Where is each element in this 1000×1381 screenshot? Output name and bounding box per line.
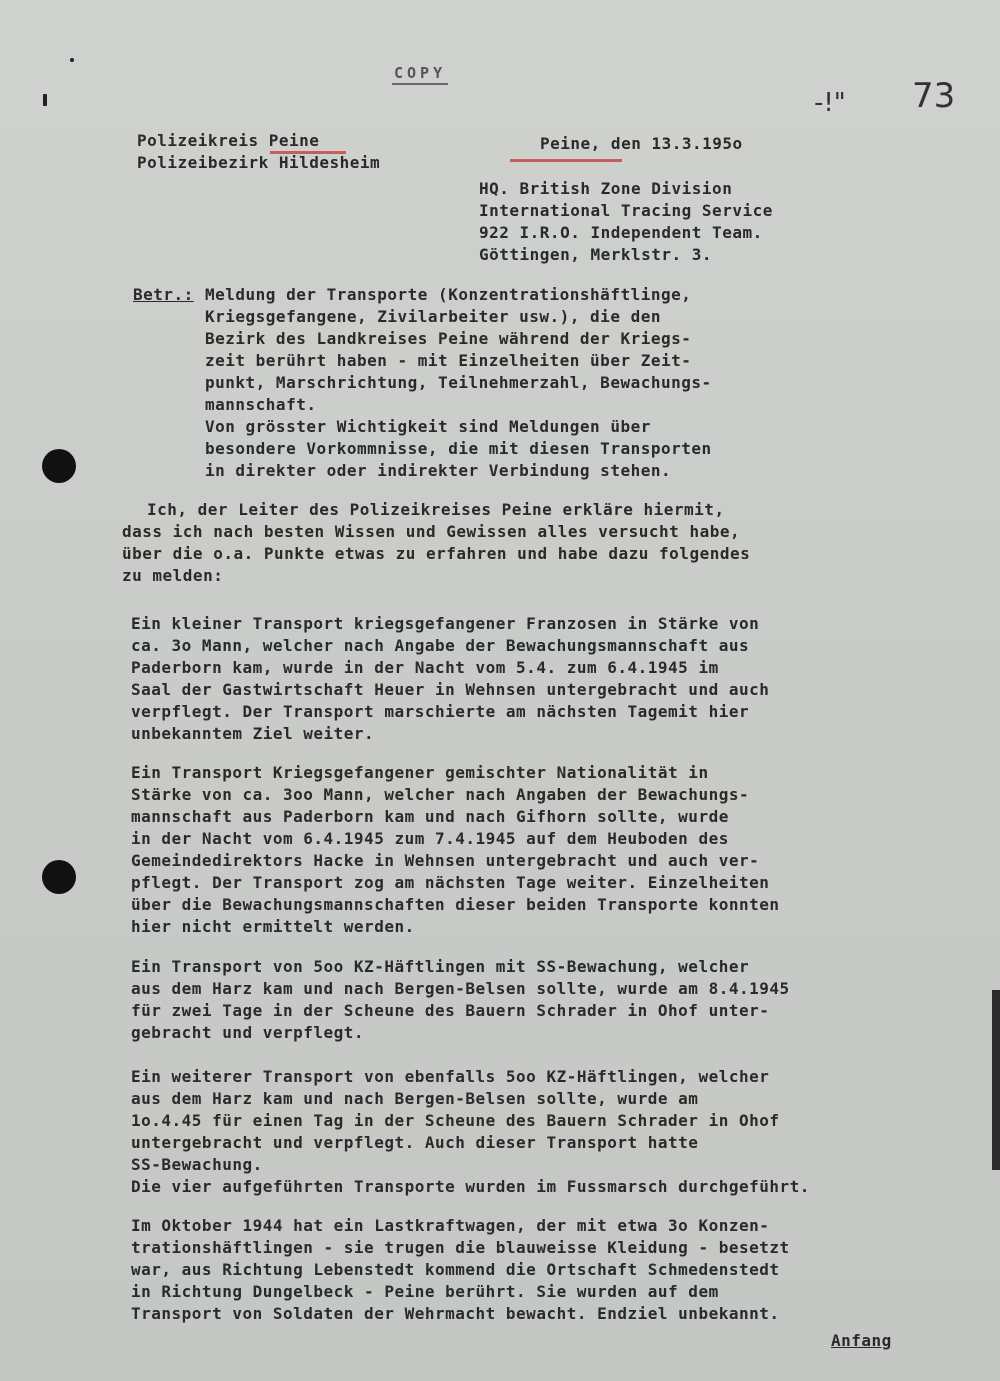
body-line: mannschaft aus Paderborn kam und nach Gifhorn sollte, wurde <box>131 807 729 826</box>
page-edge-shadow <box>992 990 1000 1170</box>
subject-label: Betr.: <box>133 285 194 304</box>
handwritten-mark: -!" <box>814 88 846 118</box>
subject-line: Kriegsgefangene, Zivilarbeiter usw.), die den <box>205 307 661 326</box>
punch-hole-bottom <box>42 860 76 894</box>
subject-line: Bezirk des Landkreises Peine während der Kriegs- <box>205 329 692 348</box>
body-line: in der Nacht vom 6.4.1945 zum 7.4.1945 auf dem Heuboden des <box>131 829 729 848</box>
body-line: war, aus Richtung Lebenstedt kommend die Ortschaft Schmedenstedt <box>131 1260 780 1279</box>
ink-speck <box>43 94 47 106</box>
punch-hole-top <box>42 449 76 483</box>
body-line: aus dem Harz kam und nach Bergen-Belsen sollte, wurde am <box>131 1089 699 1108</box>
body-line: SS-Bewachung. <box>131 1155 263 1174</box>
body-line: 1o.4.45 für einen Tag in der Scheune des Bauern Schrader in Ohof <box>131 1111 780 1130</box>
subject-line: Meldung der Transporte (Konzentrationshäftlinge, <box>205 285 692 304</box>
body-line: zu melden: <box>122 566 224 585</box>
body-line: über die Bewachungsmannschaften dieser beiden Transporte konnten <box>131 895 780 914</box>
body-line: untergebracht und verpflegt. Auch dieser Transport hatte <box>131 1133 699 1152</box>
continuation-word: Anfang <box>831 1331 892 1350</box>
subject-line: punkt, Marschrichtung, Teilnehmerzahl, Bewachungs- <box>205 373 712 392</box>
body-line: Gemeindedirektors Hacke in Wehnsen untergebracht und auch ver- <box>131 851 760 870</box>
page-number: 73 <box>912 76 956 116</box>
body-line: verpflegt. Der Transport marschierte am nächsten Tagemit hier <box>131 702 750 721</box>
body-line: Im Oktober 1944 hat ein Lastkraftwagen, der mit etwa 3o Konzen- <box>131 1216 770 1235</box>
red-underline <box>510 159 622 162</box>
body-line: Ein Transport von 5oo KZ-Häftlingen mit SS-Bewachung, welcher <box>131 957 750 976</box>
body-line: Ein kleiner Transport kriegsgefangener Franzosen in Stärke von <box>131 614 760 633</box>
body-line: dass ich nach besten Wissen und Gewissen alles versucht habe, <box>122 522 741 541</box>
ink-speck <box>70 58 74 62</box>
body-line: für zwei Tage in der Scheune des Bauern Schrader in Ohof unter- <box>131 1001 770 1020</box>
subject-line: in direkter oder indirekter Verbindung stehen. <box>205 461 672 480</box>
body-line: Ein Transport Kriegsgefangener gemischter Nationalität in <box>131 763 709 782</box>
subject-line: Von grösster Wichtigkeit sind Meldungen über <box>205 417 651 436</box>
body-line: über die o.a. Punkte etwas zu erfahren und habe dazu folgendes <box>122 544 751 563</box>
recipient-line: 922 I.R.O. Independent Team. <box>479 223 763 242</box>
body-line: trationshäftlingen - sie trugen die blauweisse Kleidung - besetzt <box>131 1238 790 1257</box>
body-line: Transport von Soldaten der Wehrmacht bewacht. Endziel unbekannt. <box>131 1304 780 1323</box>
body-line: aus dem Harz kam und nach Bergen-Belsen sollte, wurde am 8.4.1945 <box>131 979 790 998</box>
body-line: in Richtung Dungelbeck - Peine berührt. Sie wurden auf dem <box>131 1282 719 1301</box>
recipient-line: HQ. British Zone Division <box>479 179 733 198</box>
body-line: unbekanntem Ziel weiter. <box>131 724 375 743</box>
recipient-line: International Tracing Service <box>479 201 773 220</box>
subject-line: mannschaft. <box>205 395 317 414</box>
body-line: Saal der Gastwirtschaft Heuer in Wehnsen untergebracht und auch <box>131 680 770 699</box>
body-line: ca. 3o Mann, welcher nach Angabe der Bewachungsmannschaft aus <box>131 636 750 655</box>
recipient-line: Göttingen, Merklstr. 3. <box>479 245 713 264</box>
copy-stamp: COPY <box>394 64 447 82</box>
body-line: Die vier aufgeführten Transporte wurden im Fussmarsch durchgeführt. <box>131 1177 810 1196</box>
sender-line: Polizeikreis Peine <box>137 131 320 150</box>
place-date: Peine, den 13.3.195o <box>540 134 743 153</box>
subject-line: besondere Vorkommnisse, die mit diesen Transporten <box>205 439 712 458</box>
body-line: Ich, der Leiter des Polizeikreises Peine erkläre hiermit, <box>147 500 725 519</box>
body-line: hier nicht ermittelt werden. <box>131 917 415 936</box>
body-line: Ein weiterer Transport von ebenfalls 5oo KZ-Häftlingen, welcher <box>131 1067 770 1086</box>
body-line: pflegt. Der Transport zog am nächsten Tage weiter. Einzelheiten <box>131 873 770 892</box>
sender-line: Polizeibezirk Hildesheim <box>137 153 381 172</box>
subject-line: zeit berührt haben - mit Einzelheiten über Zeit- <box>205 351 692 370</box>
body-line: Paderborn kam, wurde in der Nacht vom 5.4. zum 6.4.1945 im <box>131 658 719 677</box>
body-line: Stärke von ca. 3oo Mann, welcher nach Angaben der Bewachungs- <box>131 785 750 804</box>
body-line: gebracht und verpflegt. <box>131 1023 365 1042</box>
